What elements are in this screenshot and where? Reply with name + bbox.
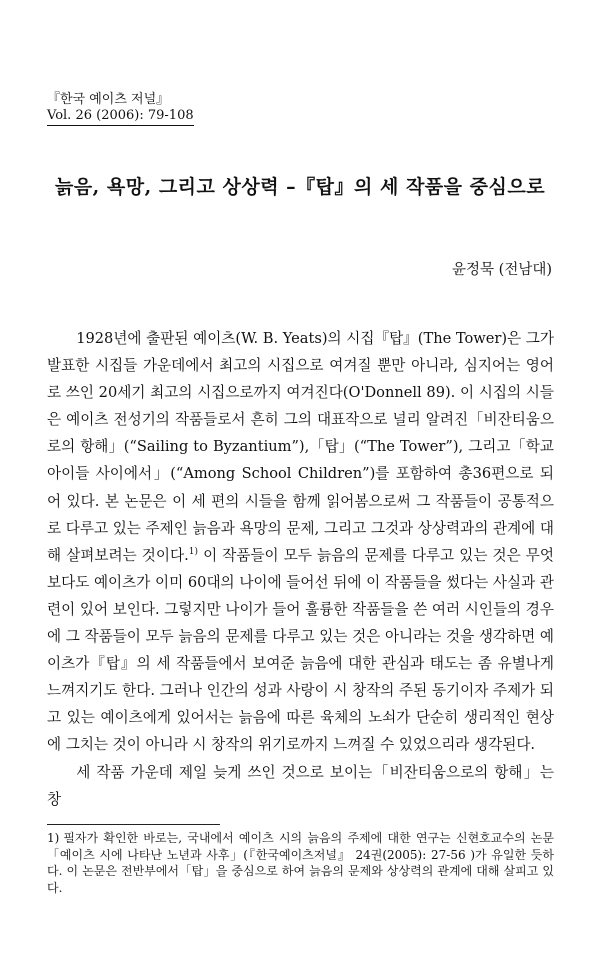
- footnote-1: [47, 830, 554, 896]
- journal-name: 『한국 예이츠 저널』: [47, 92, 170, 107]
- footnote-number: 1): [47, 831, 60, 845]
- author-line: 윤정묵 (전남대): [452, 262, 552, 278]
- footnote-divider: [47, 824, 220, 825]
- paragraph-1: [47, 325, 554, 759]
- paragraph-1-continued: 이 작품들이 모두 늙음의 문제를 다루고 있는 것은 무엇보다도 예이츠가 이미 60대의 나이에 들어선 뒤에 이 작품들을 썼다는 사실과 관련이 있어 보인다. 그렇지만 나이가 들어 훌륭한 작품들을 쓴 여러 시인들의 경우에 그 작품들이 모두 늙음의 문제를 다루고 있는 것은 아니라는 것을 생각하면 예이츠가『탑』의 세 작품들에서 보여준 늙음에 대한 관심과 태도는 좀 유별나게 느껴지기도 한다. 그러나 인간의 성과 사랑이 시 창작의 주된 동기이자 주제가 되고 있는 예이츠에게 있어서는 늙음에 따른 육체의 노쇠가 단순히 생리적인 현상에 그치는 것이 아니라 시 창작의 위기로까지 느껴질 수 있었으리라 생각된다.: [47, 546, 554, 754]
- paragraph-2: 세 작품 가운데 제일 늦게 쓰인 것으로 보이는「비잔티움으로의 항해」는 창: [47, 763, 554, 808]
- volume-info: Vol. 26 (2006): 79-108: [47, 108, 194, 126]
- journal-header: [47, 92, 194, 126]
- footnote-text: 필자가 확인한 바로는, 국내에서 예이츠 시의 늙음의 주제에 대한 연구는 신현호교수의 논문「예이츠 시에 나타난 노년과 사후」(『한국예이츠저널』 24권(2005): 27-56 )가 유일한 듯하다. 이 논문은 전반부에서「탑」을 중심으로 하여 늙음의 문제와 상상력의 관계에 대해 살피고 있다.: [47, 831, 554, 895]
- paragraph-1-text: 1928년에 출판된 예이츠(W. B. Yeats)의 시집『탑』(The Tower)은 그가 발표한 시집들 가운데에서 최고의 시집으로 여겨질 뿐만 아니라, 심지어는 영어로 쓰인 20세기 최고의 시집으로까지 여겨진다(O'Donnell 89). 이 시집의 시들은 예이츠 전성기의 작품들로서 흔히 그의 대표작으로 널리 알려진「비잔티움으로의 항해」(“Sailing to Byzantium”),「탑」(“The Tower”), 그리고「학교 아이들 사이에서」(“Among School Children”)를 포함하여 총36편으로 되어 있다. 본 논문은 이 세 편의 시들을 함께 읽어봄으로써 그 작품들이 공통적으로 다루고 있는 주제인 늙음과 욕망의 문제, 그리고 그것과 상상력과의 관계에 대해 살펴보려는 것이다.: [47, 330, 554, 564]
- article-title: 늙음, 욕망, 그리고 상상력 –『탑』의 세 작품을 중심으로: [54, 176, 546, 198]
- article-body: [47, 325, 554, 813]
- footnote-ref-1[interactable]: 1): [188, 546, 198, 557]
